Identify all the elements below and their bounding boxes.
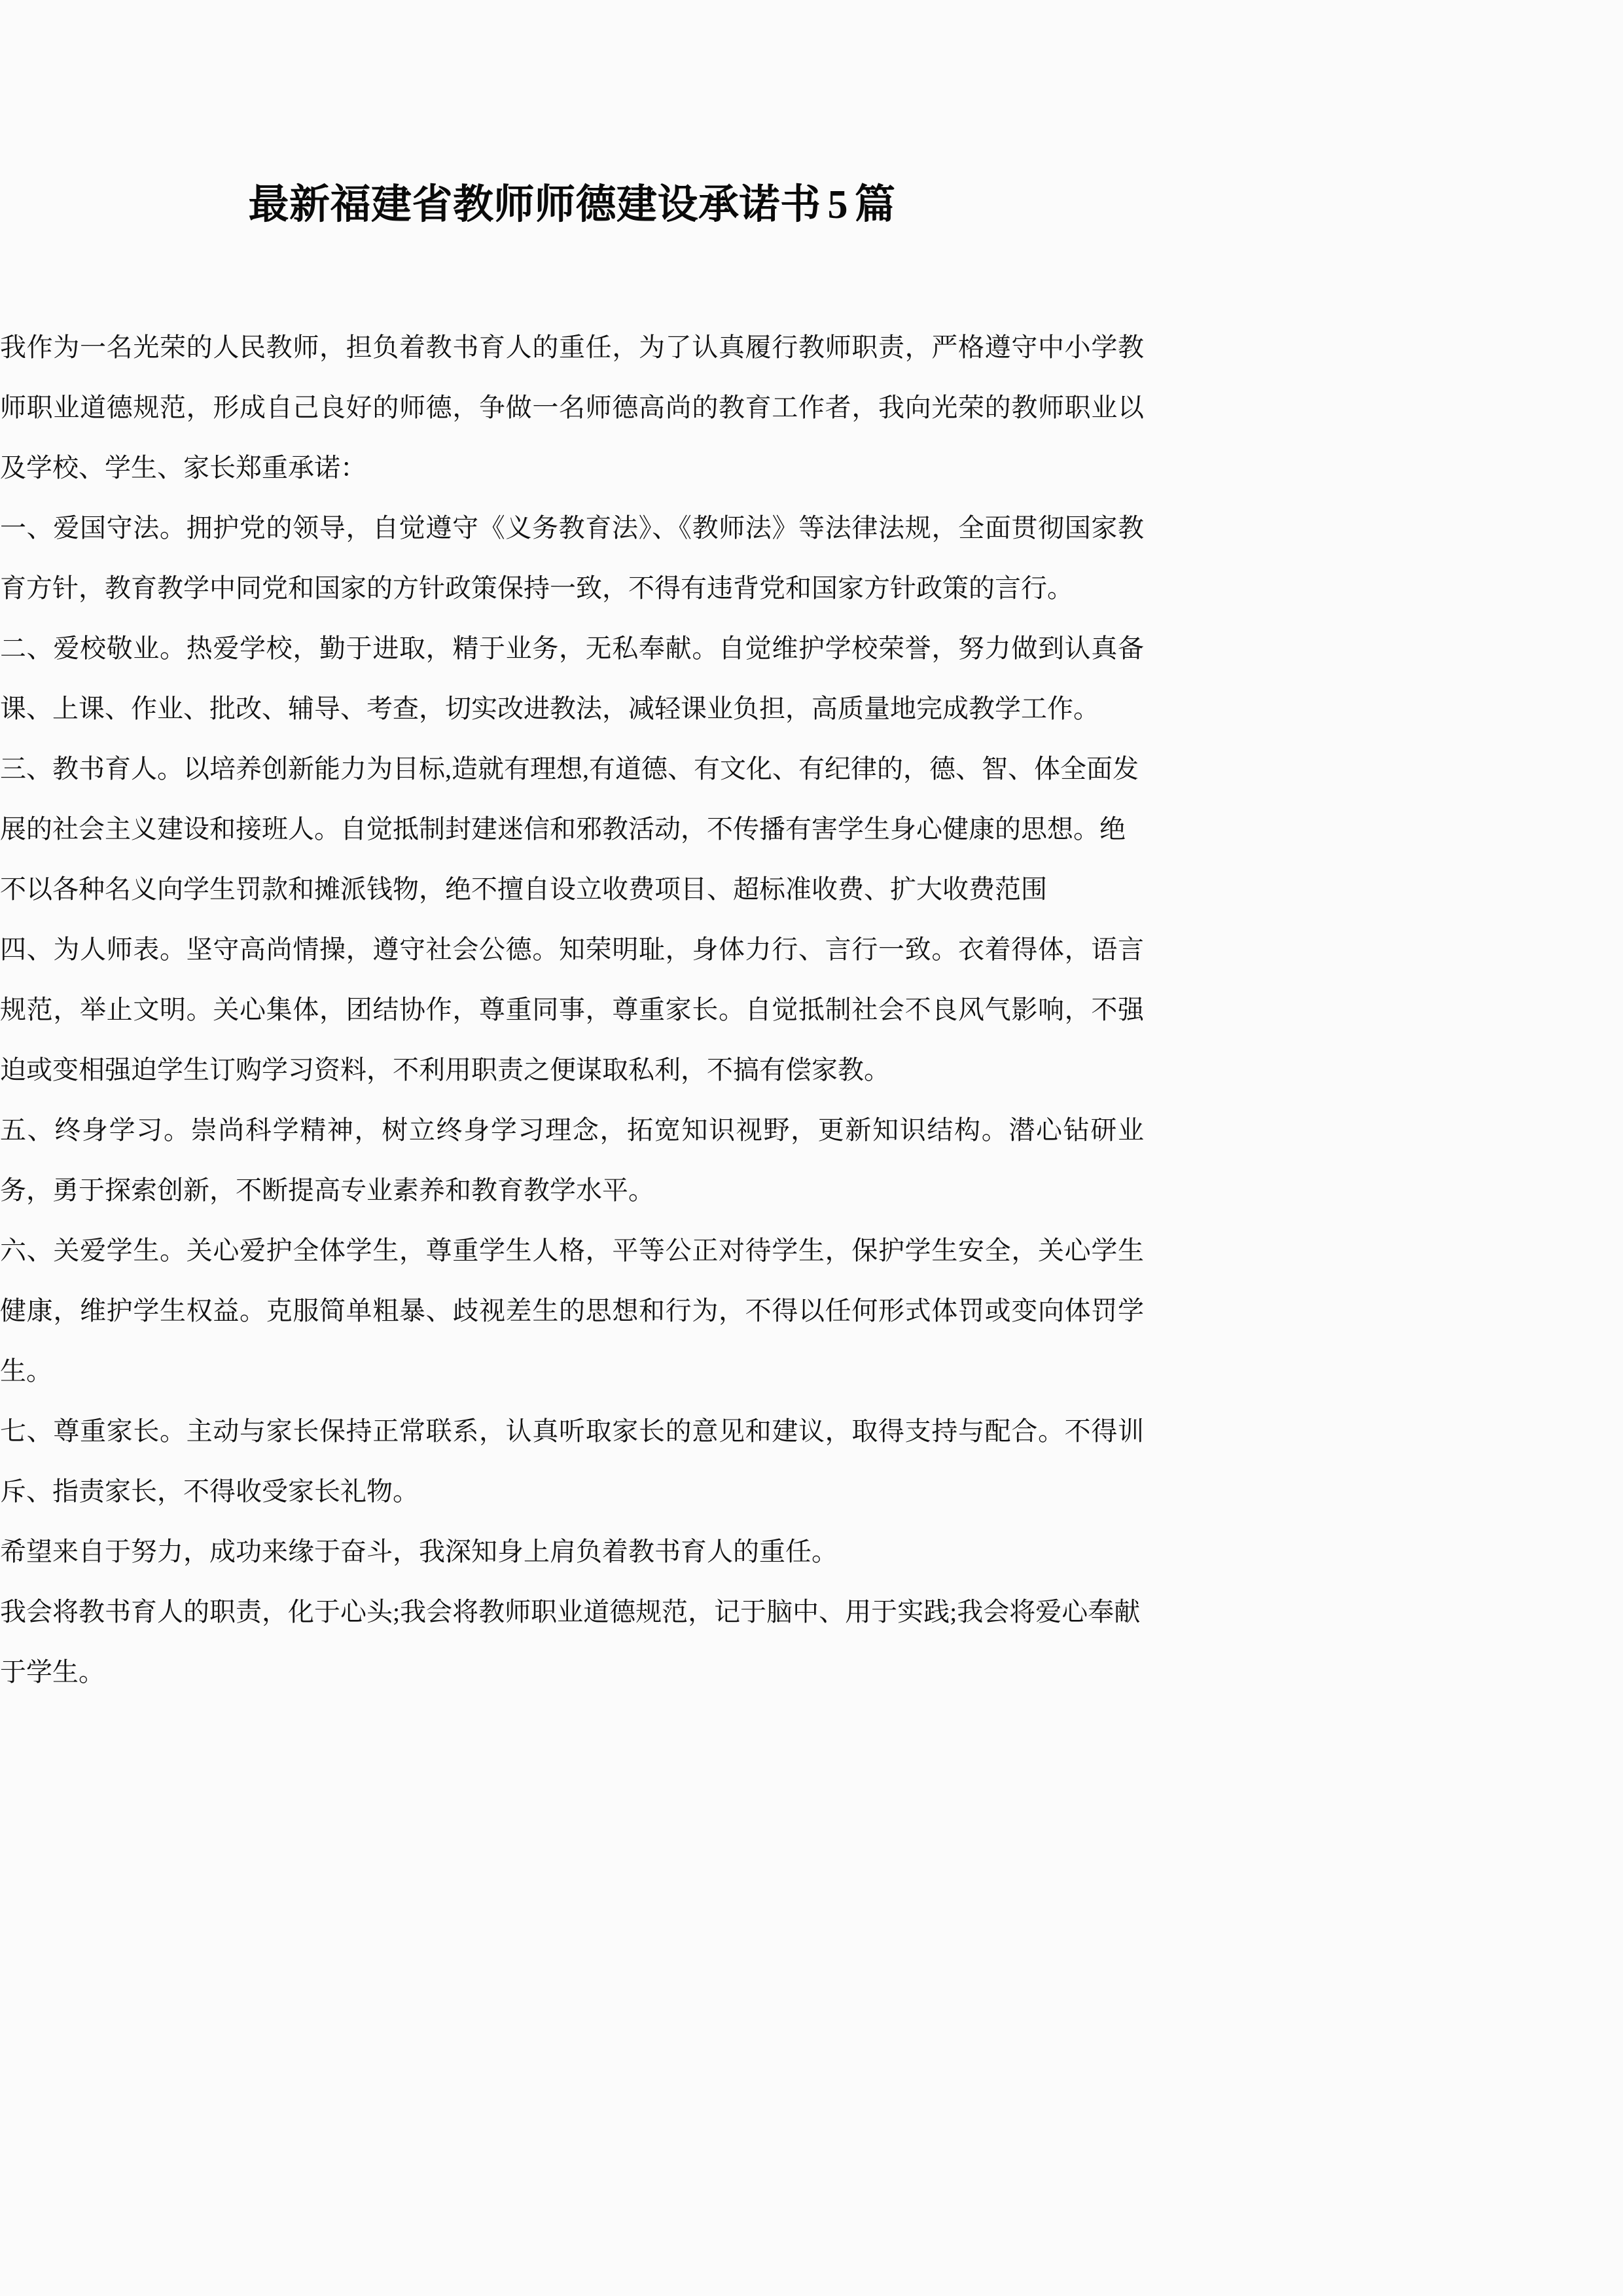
- page-title: [0, 185, 1144, 225]
- paragraph-item-2: 二、爱校敬业。热爱学校，勤于进取，精于业务，无私奉献。自觉维护学校荣誉，努力做到认真备课、上课、作业、批改、辅导、考查，切实改进教法，减轻课业负担，高质量地完成教学工作。: [0, 634, 1144, 723]
- paragraph-item-4: 四、为人师表。坚守高尚情操，遵守社会公德。知荣明耻，身体力行、言行一致。衣着得体，语言规范，举止文明。关心集体，团结协作，尊重同事，尊重家长。自觉抵制社会不良风气影响，不强迫或变相强迫学生订购学习资料，不利用职责之便谋取私利，不搞有偿家教。: [0, 935, 1144, 1085]
- paragraph-item-7: 七、尊重家长。主动与家长保持正常联系，认真听取家长的意见和建议，取得支持与配合。不得训斥、指责家长，不得收受家长礼物。: [0, 1416, 1144, 1506]
- paragraph-item-6: 六、关爱学生。关心爱护全体学生，尊重学生人格，平等公正对待学生，保护学生安全，关心学生健康，维护学生权益。克服简单粗暴、歧视差生的思想和行为，不得以任何形式体罚或变向体罚学生。: [0, 1236, 1144, 1386]
- paragraph-item-5: 五、终身学习。崇尚科学精神，树立终身学习理念，拓宽知识视野，更新知识结构。潜心钻研业务，勇于探索创新，不断提高专业素养和教育教学水平。: [0, 1115, 1144, 1205]
- paragraph-closing-hope: 希望来自于努力，成功来缘于奋斗，我深知身上肩负着教书育人的重任。: [0, 1537, 838, 1566]
- paragraph-intro: 我作为一名光荣的人民教师，担负着教书育人的重任，为了认真履行教师职责，严格遵守中小学教师职业道德规范，形成自己良好的师德，争做一名师德高尚的教育工作者，我向光荣的教师职业以及学校、学生、家长郑重承诺：: [0, 332, 1144, 482]
- paragraph-closing-pledge: 我会将教书育人的职责，化于心头;我会将教师职业道德规范，记于脑中、用于实践;我会将爱心奉献于学生。: [0, 1597, 1141, 1687]
- page-title-suffix: 篇: [855, 183, 896, 227]
- page-title-count: 5: [827, 183, 848, 227]
- paragraph-item-3: 三、教书育人。以培养创新能力为目标,造就有理想,有道德、有文化、有纪律的，德、智、体全面发展的社会主义建设和接班人。自觉抵制封建迷信和邪教活动，不传播有害学生身心健康的思想。绝不以各种名义向学生罚款和摊派钱物，绝不擅自设立收费项目、超标准收费、扩大收费范围: [0, 754, 1139, 904]
- paragraph-item-1: 一、爱国守法。拥护党的领导，自觉遵守《义务教育法》、《教师法》等法律法规，全面贯彻国家教育方针，教育教学中同党和国家的方针政策保持一致，不得有违背党和国家方针政策的言行。: [0, 513, 1144, 603]
- document-body: [0, 317, 1144, 1702]
- page-title-prefix: 最新福建省教师师德建设承诺书: [248, 183, 821, 227]
